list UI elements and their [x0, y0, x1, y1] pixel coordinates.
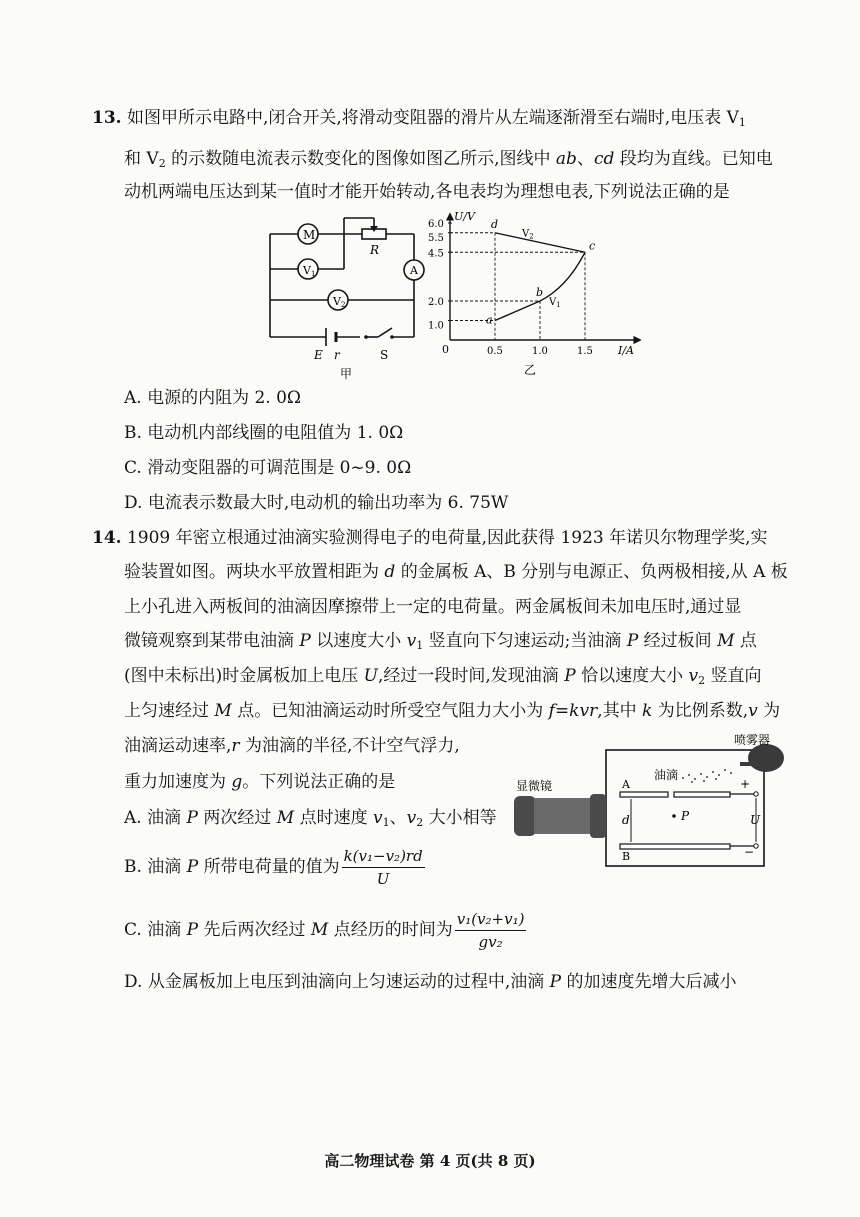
q13-line-2: 和 $V_2$ 的示数随电流表示数变化的图像如图乙所示,图线中 ab、cd 段均为直线。已知电: [124, 149, 773, 170]
plate-b-label: B: [622, 850, 631, 863]
circuit-diagram: [262, 212, 442, 382]
circuit-caption: 甲: [340, 367, 353, 381]
q14-line-3: 上小孔进入两板间的油滴因摩擦带上一定的电荷量。两金属板间未加电压时,通过显: [124, 597, 742, 617]
switch-label: S: [380, 348, 389, 362]
q14-option-c-fraction: $\frac{\text{v₁(v₂+v₁)}}{\text{gv₂}}$: [456, 910, 525, 951]
q14-line-4: 微镜观察到某带电油滴 P 以速度大小 $v_1$ 竖直向下匀速运动;当油滴 P 经过板间 M 点: [124, 631, 757, 652]
q14-line-1: 14. 1909 年密立根通过油滴实验测得电子的电荷量,因此获得 1923 年诺贝尔物理学奖,实: [92, 528, 768, 548]
microscope-label: 显微镜: [516, 779, 553, 793]
q14-option-a[interactable]: A. 油滴 P 两次经过 M 点时速度 $v_1$、$v_2$ 大小相等: [124, 808, 497, 829]
graph-origin: 0: [442, 343, 449, 356]
q13-line-1: 13. 如图甲所示电路中,闭合开关,将滑动变阻器的滑片从左端逐渐滑至右端时,电压表 $V_1$: [92, 108, 746, 129]
graph-x-label: I/A: [618, 344, 634, 357]
ui-graph: [428, 208, 650, 380]
series-v2-line: [495, 233, 585, 253]
q13-number: 13.: [92, 108, 122, 128]
q13-option-c[interactable]: C. 滑动变阻器的可调范围是 0~9. 0Ω: [124, 458, 412, 478]
millikan-apparatus: [508, 732, 798, 872]
q14-option-d[interactable]: D. 从金属板加上电压到油滴向上匀速运动的过程中,油滴 P 的加速度先增大后减小: [124, 972, 737, 992]
graph-x-tick-2: 1.5: [577, 346, 593, 357]
minus-terminal: −: [744, 845, 755, 859]
series-v2-label: $V_2$: [522, 228, 534, 241]
q14-line-6: 上匀速经过 M 点。已知油滴运动时所受空气阻力大小为 f=kvr,其中 k 为比例系数,v 为: [124, 701, 781, 721]
emf-label: E: [314, 348, 323, 362]
graph-y-tick-2: 4.5: [428, 248, 444, 260]
oil-drop-p-label: P: [681, 809, 690, 823]
graph-x-tick-0: 0.5: [487, 346, 503, 357]
point-d-label: d: [491, 217, 499, 231]
sprayer-label: 喷雾器: [734, 733, 771, 747]
q14-option-c[interactable]: C. 油滴 P 先后两次经过 M 点经历的时间为 $\frac{\text{v₁(v₂+v₁)}}{\text{gv₂}}$: [124, 910, 525, 951]
sprayer-bulb: [748, 744, 784, 772]
plate-gap-label: d: [622, 813, 630, 827]
plate-a-label: A: [622, 778, 630, 791]
q13-option-a[interactable]: A. 电源的内阻为 2. 0Ω: [124, 388, 302, 408]
graph-y-tick-4: 1.0: [428, 320, 444, 332]
q14-line-8: 重力加速度为 g。下列说法正确的是: [124, 772, 396, 792]
q14-line-7: 油滴运动速率,r 为油滴的半径,不计空气浮力,: [124, 736, 460, 756]
plus-terminal: +: [740, 777, 751, 791]
internal-resistance-label: r: [334, 348, 340, 362]
graph-y-tick-0: 6.0: [428, 219, 444, 230]
graph-y-label: U/V: [454, 210, 475, 223]
graph-y-tick-1: 5.5: [428, 232, 444, 244]
q14-option-b[interactable]: B. 油滴 P 所带电荷量的值为 $\frac{\text{k(v₁−v₂)rd}}{U}$: [124, 847, 423, 888]
point-c-label: c: [589, 239, 596, 253]
q14-option-b-fraction: $\frac{\text{k(v₁−v₂)rd}}{U}$: [343, 847, 423, 888]
graph-x-tick-1: 1.0: [532, 346, 548, 357]
motor-label: M: [303, 228, 316, 242]
point-a-label: a: [486, 313, 493, 327]
voltage-label: U: [750, 813, 761, 827]
ammeter-label: A: [410, 264, 418, 277]
graph-y-tick-3: 2.0: [428, 297, 444, 308]
q13-line-3: 动机两端电压达到某一值时才能开始转动,各电表均为理想电表,下列说法正确的是: [124, 182, 730, 202]
v2-meter-label: V2: [333, 295, 346, 309]
oil-drop-label: 油滴: [654, 768, 679, 782]
graph-caption: 乙: [524, 363, 537, 377]
q13-option-d[interactable]: D. 电流表示数最大时,电动机的输出功率为 6. 75W: [124, 493, 509, 513]
page-footer: 高二物理试卷 第 4 页(共 8 页): [324, 1152, 536, 1170]
v1-meter-label: V1: [303, 264, 316, 278]
microscope-eyepiece: [514, 796, 536, 836]
q14-line-2: 验装置如图。两块水平放置相距为 d 的金属板 A、B 分别与电源正、负两极相接,从 A 板: [124, 562, 788, 582]
q13-option-b[interactable]: B. 电动机内部线圈的电阻值为 1. 0Ω: [124, 423, 404, 443]
microscope-body: [534, 798, 592, 834]
series-v1-label: $V_1$: [549, 296, 561, 309]
rheostat-label: R: [370, 243, 380, 257]
q14-number: 14.: [92, 528, 122, 548]
point-b-label: b: [536, 286, 544, 299]
q14-line-5: (图中未标出)时金属板加上电压 U,经过一段时间,发现油滴 P 恰以速度大小 $v_2$ 竖直向: [124, 666, 762, 687]
